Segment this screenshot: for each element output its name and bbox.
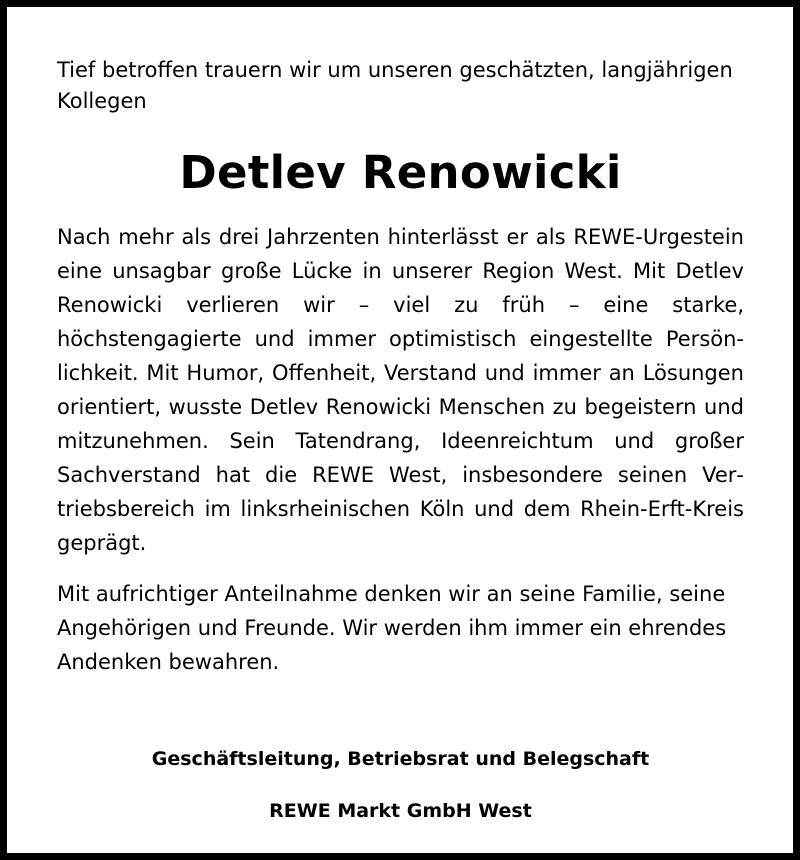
signature-group: Geschäftsleitung, Betriebsrat und Belegschaft <box>151 748 650 770</box>
tribute-paragraph: Nach mehr als drei Jahrzenten hinterlässt er als REWE-Urgestein eine unsagbar große Lücke in unserer Region West. Mit Detlev Renowicki verlieren wir – viel zu früh – eine starke, höchstengagierte und immer optimistisch eingestellte Persönlichkeit. Mit Humor, Offenheit, Verstand und immer an Lösungen orientiert, wusste Detlev Renowicki Menschen zu begeistern und mitzunehmen. Sein Tatendrang, Ideenreichtum und großer Sachverstand hat die REWE West, insbesondere seinen Vertriebsbereich im linksrheinischen Köln und dem Rhein-Erft-Kreis geprägt. <box>57 225 744 555</box>
intro-text: Tief betroffen trauern wir um unseren geschätzten, langjährigen Kollegen <box>57 58 733 113</box>
condolence-paragraph: Mit aufrichtiger Anteilnahme denken wir an seine Familie, seine Angehörigen und Freunde. Wir werden ihm immer ein ehrendes Andenken bewahren. <box>57 582 727 674</box>
obituary-notice <box>57 55 744 825</box>
signature-company: REWE Markt GmbH West <box>269 800 532 822</box>
deceased-name: Detlev Renowicki <box>179 146 622 199</box>
